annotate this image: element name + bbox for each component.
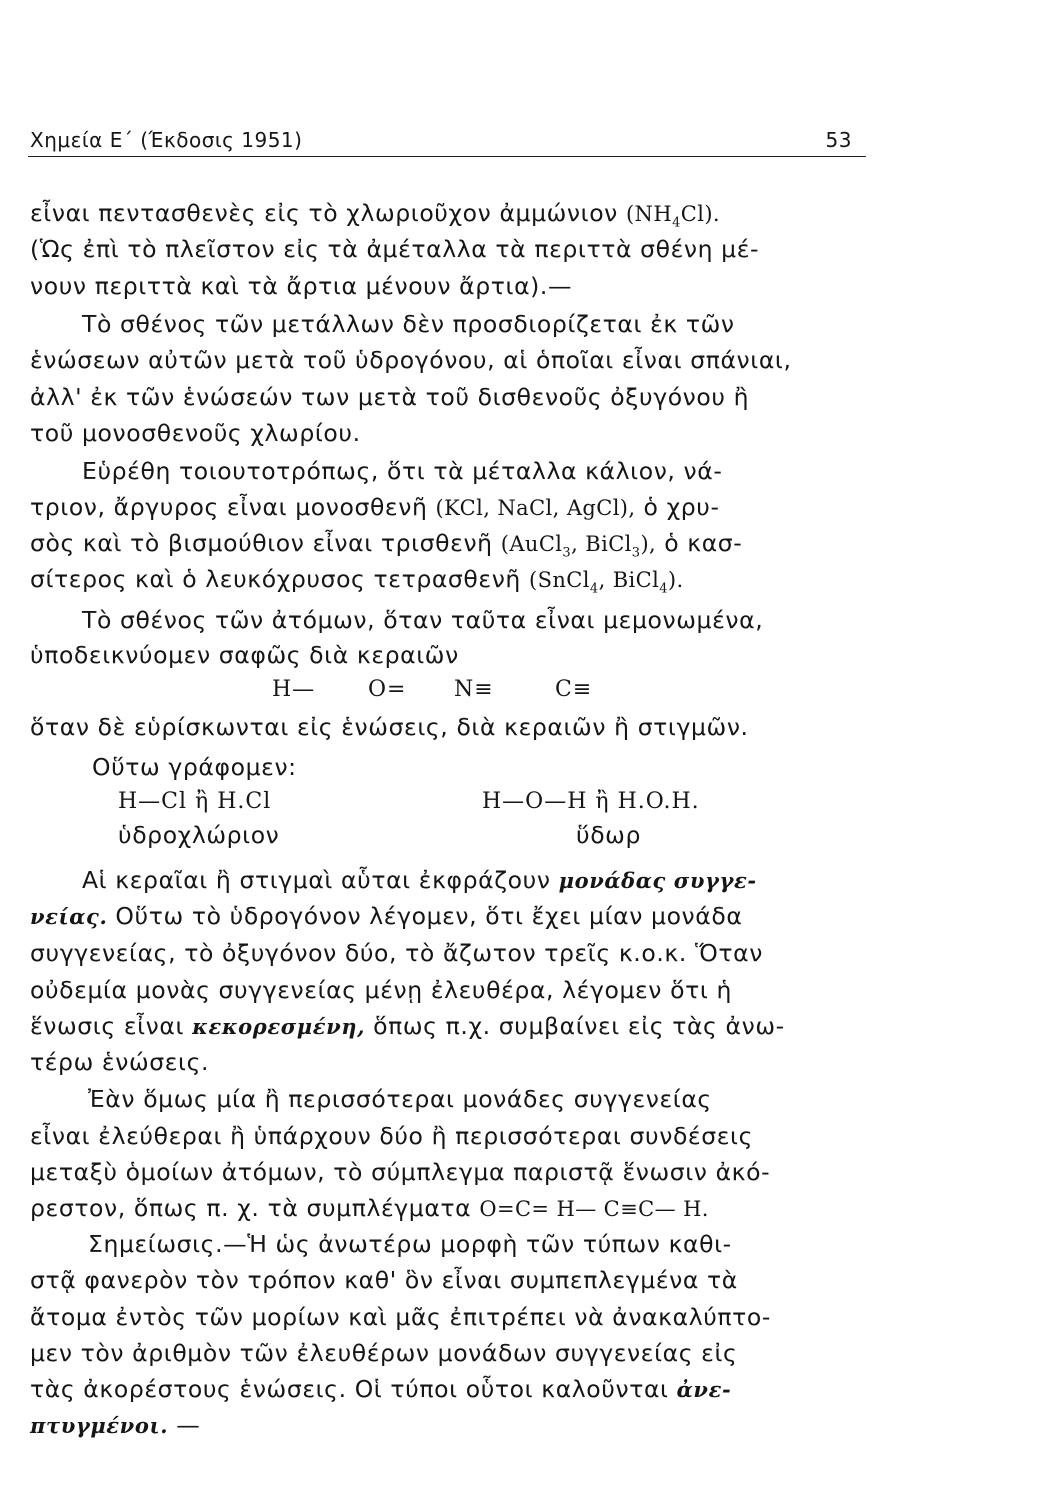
- text-line: ὅταν δὲ εὑρίσκωνται εἰς ἑνώσεις, διὰ κεραιῶν ἢ στιγμῶν.: [30, 713, 749, 741]
- text-line: ἑνώσεων αὐτῶν μετὰ τοῦ ὑδρογόνου, αἱ ὁποῖαι εἶναι σπάνιαι,: [30, 346, 792, 374]
- text-line: ἕνωσις εἶναι κεκορεσμένη, ὅπως π.χ. συμβαίνει εἰς τὰς ἀνω-: [30, 1012, 785, 1040]
- text-line: στᾷ φανερὸν τὸν τρόπον καθ' ὃν εἶναι συμπεπλεγμένα τὰ: [30, 1266, 738, 1294]
- text-line: μεν τὸν ἀριθμὸν τῶν ἐλευθέρων μονάδων συγγενείας εἰς: [30, 1339, 738, 1367]
- text-line: οὐδεμία μονὰς συγγενείας μένῃ ἐλευθέρα, λέγομεν ὅτι ἡ: [30, 976, 732, 1004]
- bond-o: O=: [368, 677, 407, 702]
- text-line: τὰς ἀκορέστους ἑνώσεις. Οἱ τύποι οὗτοι καλοῦνται ἀνε-: [30, 1375, 732, 1403]
- text-line: εἶναι ἐλεύθεραι ἢ ὑπάρχουν δύο ἢ περισσότεραι συνδέσεις: [30, 1122, 753, 1150]
- header-rule: [28, 156, 866, 157]
- text-line: Τὸ σθένος τῶν μετάλλων δὲν προσδιορίζεται ἐκ τῶν: [82, 310, 735, 338]
- text-line: ρεστον, ὅπως π. χ. τὰ συμπλέγματα O=C= H— C≡C— H.: [30, 1194, 709, 1222]
- text-line: Εὑρέθη τοιουτοτρόπως, ὅτι τὰ μέταλλα κάλιον, νά-: [82, 457, 723, 485]
- formula-hcl: H—Cl ἢ H.Cl: [118, 789, 272, 814]
- page-number: 53: [825, 128, 852, 152]
- text-line: ἀλλ' ἐκ τῶν ἑνώσεών των μετὰ τοῦ δισθενοῦς ὀξυγόνου ἢ: [30, 383, 750, 411]
- book-title: Χημεία Ε΄ (Έκδοσις 1951): [30, 128, 303, 152]
- text-line: ἄτομα ἐντὸς τῶν μορίων καὶ μᾶς ἐπιτρέπει νὰ ἀνακαλύπτο-: [30, 1303, 771, 1331]
- text-line: πτυγμένοι. —: [30, 1411, 201, 1439]
- text-line: Οὕτω γράφομεν:: [92, 753, 297, 781]
- text-line: Σημείωσις.—Ἡ ὡς ἀνωτέρω μορφὴ τῶν τύπων καθι-: [88, 1230, 732, 1258]
- text-line: Ἐὰν ὅμως μία ἢ περισσότεραι μονάδες συγγενείας: [88, 1085, 712, 1113]
- bond-h: H—: [272, 677, 316, 702]
- text-line: σὸς καὶ τὸ βισμούθιον εἶναι τρισθενῆ (AuCl$_3$, BiCl$_3$), ὁ κασ-: [30, 529, 743, 561]
- label-water: ὕδωρ: [576, 821, 641, 849]
- text-line: τοῦ μονοσθενοῦς χλωρίου.: [30, 419, 361, 447]
- label-hydrochloric: ὑδροχλώριον: [118, 821, 280, 849]
- text-line: μεταξὺ ὁμοίων ἀτόμων, τὸ σύμπλεγμα παριστᾷ ἕνωσιν ἀκό-: [30, 1158, 771, 1186]
- bond-n: N≡: [454, 677, 494, 702]
- text-line: τέρω ἑνώσεις.: [30, 1048, 210, 1076]
- running-header: [30, 128, 860, 154]
- text-line: συγγενείας, τὸ ὀξυγόνον δύο, τὸ ἄζωτον τρεῖς κ.ο.κ. Ὅταν: [30, 939, 763, 967]
- text-line: σίτερος καὶ ὁ λευκόχρυσος τετρασθενῆ (SnCl$_4$, BiCl$_4$).: [30, 565, 684, 597]
- text-line: Αἱ κεραῖαι ἢ στιγμαὶ αὗται ἐκφράζουν μονάδας συγγε-: [82, 866, 757, 894]
- text-line: νουν περιττὰ καὶ τὰ ἄρτια μένουν ἄρτια).—: [30, 272, 573, 300]
- text-line: ὑποδεικνύομεν σαφῶς διὰ κεραιῶν: [30, 641, 459, 669]
- text-line: νείας. Οὕτω τὸ ὑδρογόνον λέγομεν, ὅτι ἔχει μίαν μονάδα: [30, 902, 743, 930]
- text-line: εἶναι πεντασθενὲς εἰς τὸ χλωριοῦχον ἀμμώνιον $(NH_4Cl)$.: [30, 199, 720, 231]
- bond-c: C≡: [555, 677, 593, 702]
- text-line: τριον, ἄργυρος εἶναι μονοσθενῆ (KCl, NaCl, AgCl), ὁ χρυ-: [30, 493, 720, 521]
- text-line: Τὸ σθένος τῶν ἀτόμων, ὅταν ταῦτα εἶναι μεμονωμένα,: [82, 606, 764, 634]
- text-line: (Ὡς ἐπὶ τὸ πλεῖστον εἰς τὰ ἀμέταλλα τὰ περιττὰ σθένη μέ-: [30, 235, 760, 263]
- formula-water: H—O—H ἢ H.O.H.: [482, 789, 700, 814]
